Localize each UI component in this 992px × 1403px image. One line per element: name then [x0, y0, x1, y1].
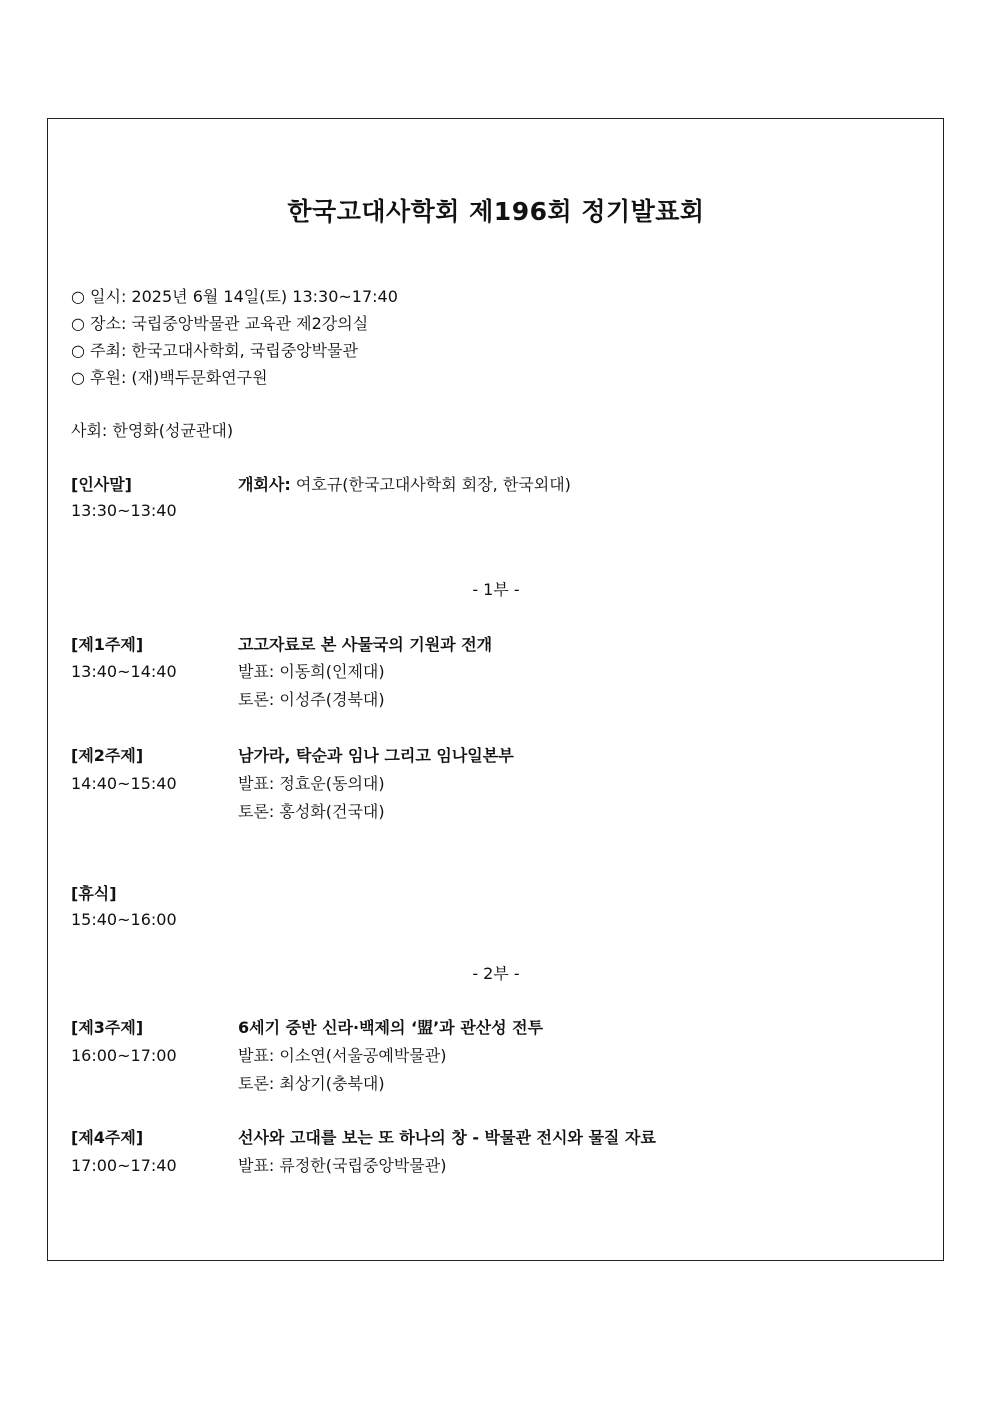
session-2-topic: 남가라, 탁순과 임나 그리고 임나일본부 [238, 746, 514, 765]
session-1-label: [제1주제] [71, 635, 144, 654]
part-1-heading: - 1부 - [472, 580, 520, 599]
greeting-time: 13:30~13:40 [71, 501, 177, 520]
opening-speech-label: 개회사: [238, 475, 291, 494]
session-2-discussant: 토론: 홍성화(건국대) [238, 802, 385, 821]
session-4-time: 17:00~17:40 [71, 1156, 177, 1175]
session-1-topic: 고고자료로 본 사물국의 기원과 전개 [238, 635, 493, 654]
break-label: [휴식] [71, 884, 117, 903]
session-3-discussant: 토론: 최상기(충북대) [238, 1074, 385, 1093]
session-1-discussant: 토론: 이성주(경북대) [238, 690, 385, 709]
info-date: ○ 일시: 2025년 6월 14일(토) 13:30~17:40 [71, 287, 398, 306]
info-venue: ○ 장소: 국립중앙박물관 교육관 제2강의실 [71, 314, 369, 333]
part-2-heading: - 2부 - [472, 964, 520, 983]
session-2-presenter: 발표: 정효운(동의대) [238, 774, 385, 793]
opening-speech [238, 475, 571, 495]
session-4-topic: 선사와 고대를 보는 또 하나의 창 - 박물관 전시와 물질 자료 [238, 1128, 656, 1147]
greeting-label: [인사말] [71, 475, 132, 494]
session-4-presenter: 발표: 류정한(국립중앙박물관) [238, 1156, 447, 1175]
session-2-time: 14:40~15:40 [71, 774, 177, 793]
session-1-presenter: 발표: 이동희(인제대) [238, 662, 385, 681]
session-3-topic: 6세기 중반 신라·백제의 ‘盟’과 관산성 전투 [238, 1018, 544, 1037]
page-title: 한국고대사학회 제196회 정기발표회 [287, 197, 705, 226]
session-4-label: [제4주제] [71, 1128, 144, 1147]
session-2-label: [제2주제] [71, 746, 144, 765]
info-sponsor: ○ 후원: (재)백두문화연구원 [71, 368, 268, 387]
info-host: ○ 주최: 한국고대사학회, 국립중앙박물관 [71, 341, 358, 360]
session-1-time: 13:40~14:40 [71, 662, 177, 681]
break-time: 15:40~16:00 [71, 910, 177, 929]
moderator: 사회: 한영화(성균관대) [71, 421, 234, 440]
session-3-presenter: 발표: 이소연(서울공예박물관) [238, 1046, 447, 1065]
session-3-label: [제3주제] [71, 1018, 144, 1037]
opening-speech-value: 여호규(한국고대사학회 회장, 한국외대) [295, 475, 571, 494]
session-3-time: 16:00~17:00 [71, 1046, 177, 1065]
